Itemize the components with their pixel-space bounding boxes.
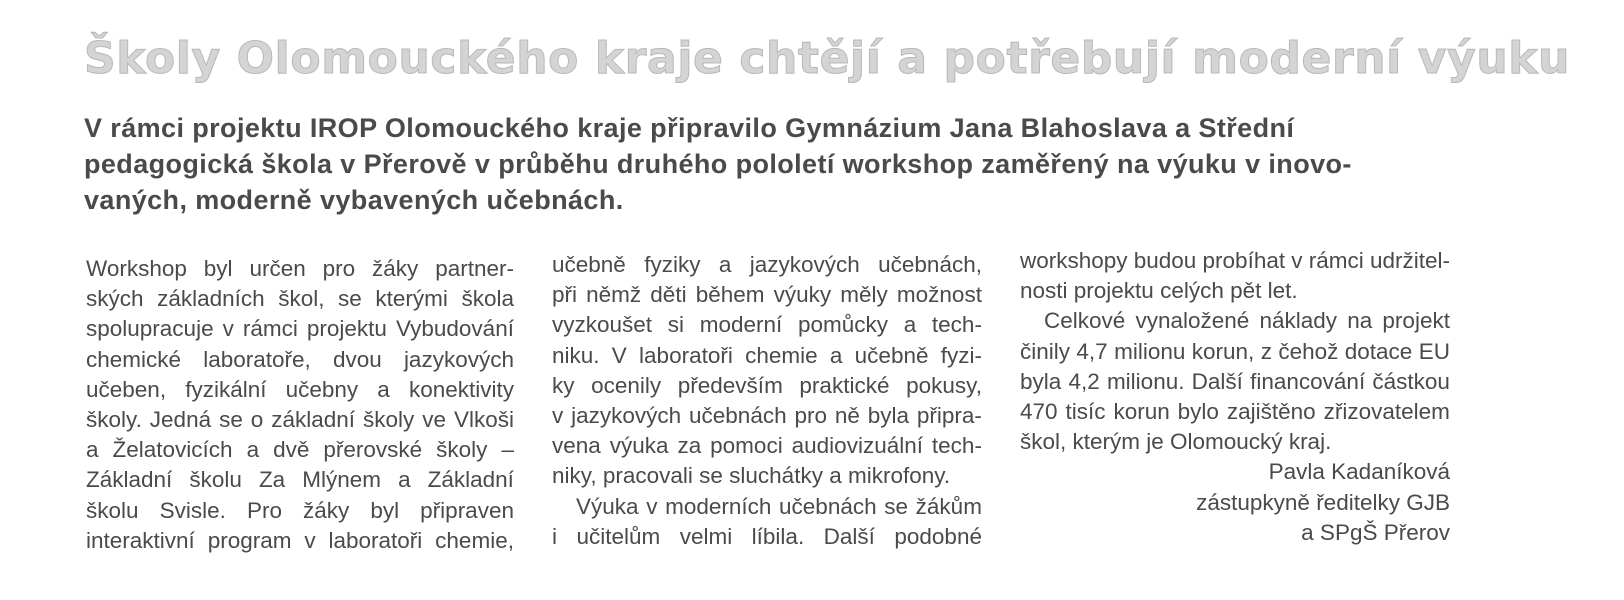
word: Jedná	[149, 407, 212, 433]
text-line-content	[576, 492, 982, 522]
word: částkou	[1372, 368, 1450, 394]
word: niku.	[552, 342, 600, 368]
word: Další	[823, 523, 875, 549]
word: ně	[834, 403, 860, 429]
text-line	[552, 371, 982, 401]
word: školy	[363, 407, 415, 433]
word: Pro	[246, 497, 282, 523]
word: možnost	[896, 282, 982, 308]
word: líbila.	[751, 523, 805, 549]
word: učebnách,	[878, 252, 982, 277]
word: 470	[1020, 399, 1058, 425]
word: Vybudování	[395, 316, 514, 342]
word: kterými	[375, 286, 448, 312]
word: fyzi-	[940, 342, 982, 368]
word: konektivity	[408, 376, 514, 402]
word: a	[377, 376, 390, 402]
text-line	[86, 254, 514, 284]
word: fyziky	[644, 252, 701, 277]
word: program	[207, 527, 292, 553]
text-line	[86, 496, 514, 526]
word: probíhat	[1202, 248, 1286, 273]
word: Workshop	[86, 256, 187, 281]
word: bylo	[1177, 399, 1219, 425]
word: V	[611, 342, 627, 368]
text-line-content	[86, 284, 514, 314]
text-line	[1020, 367, 1450, 397]
word: děti	[650, 282, 687, 308]
word: pro	[794, 403, 827, 429]
word: vyzkoušet	[552, 312, 653, 338]
text-line	[552, 401, 982, 431]
word: se	[219, 407, 243, 433]
article-lead	[84, 110, 1484, 218]
text-line	[86, 375, 514, 405]
text-line-content	[86, 465, 514, 495]
word: se	[338, 286, 362, 312]
word: dotace	[1344, 338, 1413, 364]
word: připra-	[916, 403, 982, 429]
word: spolupracuje	[86, 316, 214, 342]
word: Základní	[86, 467, 173, 493]
word: tisíc	[1065, 399, 1106, 425]
text-line	[552, 492, 982, 522]
word: velmi	[679, 523, 733, 549]
word: žáky	[372, 256, 419, 281]
author-signature	[1020, 457, 1450, 548]
word: chemie,	[435, 527, 514, 553]
text-line: nosti projektu celých pět let.	[1020, 278, 1298, 304]
text-line	[86, 435, 514, 465]
word: laboratoři	[639, 342, 733, 368]
word: učeben,	[86, 376, 167, 402]
word: byla	[1020, 368, 1062, 394]
word: milionu	[1114, 338, 1186, 364]
text-line	[86, 526, 514, 556]
word: při	[552, 282, 578, 308]
word: si	[667, 312, 684, 338]
text-line	[86, 314, 514, 344]
word: jazykových	[403, 346, 514, 372]
text-line-content	[86, 435, 514, 465]
word: jazykových	[749, 252, 860, 277]
word: škol,	[278, 286, 325, 312]
word: fyzikální	[185, 376, 267, 402]
text-line	[86, 284, 514, 314]
word: korun,	[1191, 338, 1255, 364]
text-line	[552, 431, 982, 461]
text-line	[552, 280, 982, 310]
text-line-content	[552, 250, 982, 280]
word: němž	[586, 282, 642, 308]
word: partner-	[435, 256, 514, 281]
text-line	[86, 465, 514, 495]
word: základní	[271, 407, 356, 433]
text-line	[552, 522, 982, 552]
text-line-content	[86, 375, 514, 405]
text-line-content	[552, 310, 982, 340]
text-line: niky, pracovali se sluchátky a mikrofony.	[552, 463, 951, 489]
word: workshopy	[1020, 248, 1128, 273]
text-line	[86, 405, 514, 435]
word: udržitel-	[1369, 248, 1450, 273]
word: moderní	[699, 312, 783, 338]
word: za	[677, 433, 702, 459]
word: učebně	[552, 252, 626, 277]
word: výuka	[609, 433, 669, 459]
article-headline: Školy Olomouckého kraje chtějí a potřebují moderní výuku	[84, 33, 1571, 84]
author-name: Pavla Kadaníková	[1268, 459, 1450, 485]
text-line	[552, 250, 982, 280]
word: pro	[322, 256, 356, 281]
word: přerovské	[323, 437, 423, 463]
word: měly	[840, 282, 888, 308]
text-line	[552, 310, 982, 340]
text-line-content	[1020, 337, 1450, 367]
word: z	[1260, 338, 1272, 364]
word: chemické	[86, 346, 182, 372]
text-line-content	[86, 345, 514, 375]
word: v	[552, 403, 564, 429]
word: se	[884, 493, 909, 519]
word: byl	[370, 497, 400, 523]
word: během	[695, 282, 765, 308]
word: náklady	[1259, 308, 1338, 334]
word: Mlýnem	[302, 467, 382, 493]
text-line-content	[86, 526, 514, 556]
author-institution: a SPgŠ Přerov	[1301, 519, 1450, 545]
word: tech-	[931, 312, 982, 338]
article-column-2	[552, 250, 982, 552]
word: zřizovatelem	[1323, 399, 1450, 425]
word: byla	[867, 403, 910, 429]
word: EU	[1418, 338, 1450, 364]
word: milionu.	[1106, 368, 1185, 394]
text-line-content	[86, 254, 514, 284]
word: korun	[1113, 399, 1170, 425]
word: tech-	[931, 433, 982, 459]
word: a	[903, 312, 917, 338]
word: a	[829, 342, 843, 368]
word: chemie	[745, 342, 818, 368]
word: Výuka	[576, 493, 639, 519]
text-line	[1020, 397, 1450, 427]
word: a	[86, 437, 99, 463]
word: 4,2	[1068, 368, 1100, 394]
text-line	[1020, 306, 1450, 336]
word: na	[1347, 308, 1373, 334]
text-line	[86, 345, 514, 375]
word: žákům	[915, 493, 982, 519]
word: a	[246, 437, 260, 463]
word: ky	[552, 372, 575, 398]
lead-line: V rámci projektu IROP Olomouckého kraje připravilo Gymnázium Jana Blahoslava a Střední	[84, 113, 1295, 143]
text-line-content	[552, 280, 982, 310]
word: moderních	[665, 493, 772, 519]
word: určen	[249, 256, 306, 281]
text-line-content	[1044, 306, 1450, 336]
word: vena	[552, 433, 601, 459]
word: Želatovicích	[112, 437, 233, 463]
word: rámci	[242, 316, 298, 342]
word: jazykových	[571, 403, 682, 429]
text-line-content	[552, 341, 982, 371]
word: především	[677, 372, 783, 398]
word: školu	[189, 467, 242, 493]
word: v	[304, 527, 316, 553]
word: učebny	[285, 376, 359, 402]
word: čehož	[1278, 338, 1339, 364]
text-line	[552, 341, 982, 371]
text-line-content	[552, 371, 982, 401]
word: Celkové	[1044, 308, 1126, 334]
article-column-3	[1020, 246, 1450, 548]
word: učebnách	[779, 493, 877, 519]
word: zajištěno	[1226, 399, 1316, 425]
word: i	[552, 523, 557, 549]
word: školy	[436, 437, 488, 463]
word: projektu	[306, 316, 387, 342]
word: audiovizuální	[791, 433, 923, 459]
word: dvou	[332, 346, 382, 372]
word: Další	[1191, 368, 1243, 394]
word: ských	[86, 286, 144, 312]
word: –	[501, 437, 514, 463]
word: pomůcky	[797, 312, 888, 338]
text-line	[1020, 337, 1450, 367]
word: školu	[86, 497, 139, 523]
lead-line: pedagogická škola v Přerově v průběhu druhého pololetí workshop zaměřený na výuku v inovo-	[84, 149, 1352, 179]
word: školy.	[86, 407, 142, 433]
word: byl	[203, 256, 233, 281]
word: žáky	[303, 497, 350, 523]
text-line-content	[1020, 246, 1450, 276]
word: učitelům	[576, 523, 661, 549]
word: financování	[1250, 368, 1366, 394]
word: Základní	[427, 467, 514, 493]
word: ve	[422, 407, 446, 433]
word: vynaložené	[1135, 308, 1250, 334]
word: učebnách	[689, 403, 787, 429]
word: laboratoře,	[203, 346, 311, 372]
text-line-content	[1020, 367, 1450, 397]
text-line-content	[86, 314, 514, 344]
word: a	[398, 467, 411, 493]
word: pokusy,	[906, 372, 982, 398]
text-line: škol, kterým je Olomoucký kraj.	[1020, 429, 1332, 455]
word: Za	[258, 467, 286, 493]
word: laboratoři	[328, 527, 423, 553]
word: Svisle.	[159, 497, 226, 523]
word: základních	[157, 286, 265, 312]
word: výuky	[773, 282, 832, 308]
author-role: zástupkyně ředitelky GJB	[1196, 489, 1450, 515]
article-column-1	[86, 254, 514, 556]
word: projekt	[1382, 308, 1450, 334]
word: 4,7	[1076, 338, 1108, 364]
word: činily	[1020, 338, 1071, 364]
word: praktické	[799, 372, 890, 398]
word: v	[646, 493, 658, 519]
word: interaktivní	[86, 527, 195, 553]
word: budou	[1133, 248, 1197, 273]
text-line-content	[552, 522, 982, 552]
text-line-content	[86, 405, 514, 435]
word: v	[1291, 248, 1303, 273]
word: připraven	[420, 497, 514, 523]
text-line-content	[1020, 397, 1450, 427]
word: Vlkoši	[453, 407, 514, 433]
word: podobné	[894, 523, 982, 549]
text-line	[1020, 246, 1450, 276]
word: v	[222, 316, 234, 342]
word: učebně	[854, 342, 929, 368]
word: pomoci	[710, 433, 783, 459]
lead-line: vaných, moderně vybavených učebnách.	[84, 185, 624, 215]
word: ocenily	[591, 372, 662, 398]
word: o	[250, 407, 264, 433]
text-line-content	[86, 496, 514, 526]
text-line-content	[552, 401, 982, 431]
word: a	[718, 252, 732, 277]
word: dvě	[273, 437, 310, 463]
word: rámci	[1308, 248, 1364, 273]
text-line-content	[552, 431, 982, 461]
word: škola	[461, 286, 514, 312]
